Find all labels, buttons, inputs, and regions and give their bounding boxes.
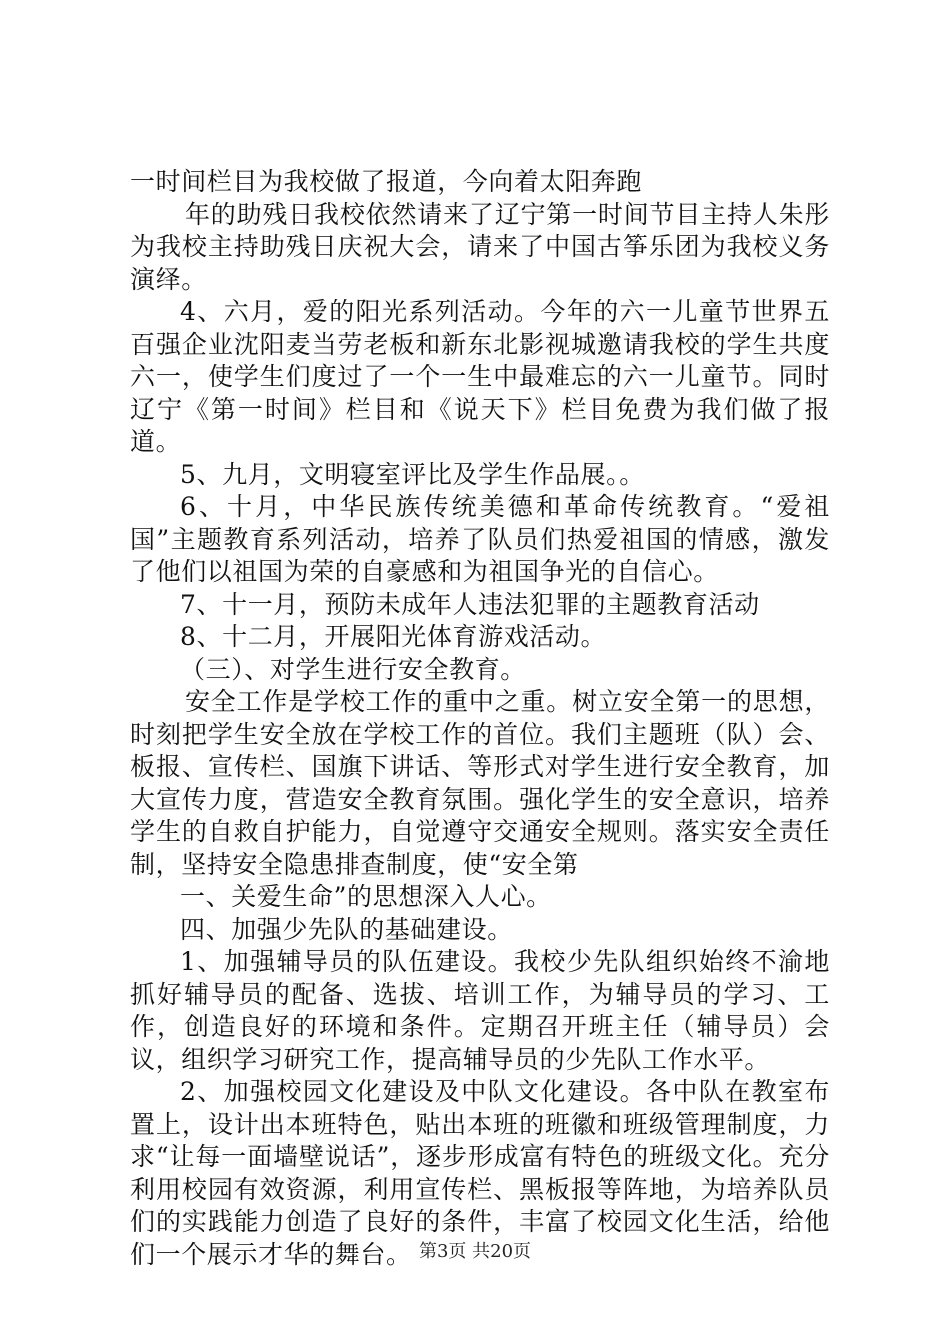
paragraph-7: 8、十二月，开展阳光体育游戏活动。 <box>180 622 607 651</box>
paragraph-5: 6、十月，中华民族传统美德和革命传统教育。“爱祖国”主题教育系列活动，培养了队员们热爱祖国的情感，激发了他们以祖国为荣的自豪感和为祖国争光的自信心。 <box>130 492 830 586</box>
paragraph-1: 一时间栏目为我校做了报道，今向着太阳奔跑 <box>130 167 643 196</box>
document-body <box>130 166 830 1271</box>
paragraph-counselors: 1、加强辅导员的队伍建设。我校少先队组织始终不渝地抓好辅导员的配备、选拔、培训工作，为辅导员的学习、工作，创造良好的环境和条件。定期召开班主任（辅导员）会议，组织学习研究工作，提高辅导员的少先队工作水平。 <box>130 947 830 1074</box>
section-heading-foundation: 四、加强少先队的基础建设。 <box>180 914 513 944</box>
paragraph-safety: 安全工作是学校工作的重中之重。树立安全第一的思想，时刻把学生安全放在学校工作的首位。我们主题班（队）会、板报、宣传栏、国旗下讲话、等形式对学生进行安全教育，加大宣传力度，营造安全教育氛围。强化学生的安全意识，培养学生的自救自护能力，自觉遵守交通安全规则。落实安全责任制，坚持安全隐患排查制度，使“安全第 <box>130 687 830 879</box>
paragraph-3: 4、六月，爱的阳光系列活动。今年的六一儿童节世界五百强企业沈阳麦当劳老板和新东北影视城邀请我校的学生共度六一，使学生们度过了一个一生中最难忘的六一儿童节。同时辽宁《第一时间》栏目和《说天下》栏目免费为我们做了报道。 <box>130 297 830 456</box>
paragraph-2: 年的助残日我校依然请来了辽宁第一时间节目主持人朱彤为我校主持助残日庆祝大会，请来了中国古筝乐团为我校义务演绎。 <box>130 199 830 294</box>
section-heading-safety: （三）、对学生进行安全教育。 <box>180 654 526 684</box>
page-footer <box>0 1240 950 1264</box>
page-indicator: 第3页 共20页 <box>418 1241 532 1262</box>
paragraph-safety-continued: 一、关爱生命”的思想深入人心。 <box>180 882 552 911</box>
paragraph-4: 5、九月，文明寝室评比及学生作品展。。 <box>180 459 645 489</box>
paragraph-6: 7、十一月，预防未成年人违法犯罪的主题教育活动 <box>180 589 760 619</box>
paragraph-campus-culture: 2、加强校园文化建设及中队文化建设。各中队在教室布置上，设计出本班特色，贴出本班的班徽和班级管理制度，力求“让每一面墙壁说话”，逐步形成富有特色的班级文化。充分利用校园有效资源，利用宣传栏、黑板报等阵地，为培养队员们的实践能力创造了良好的条件，丰富了校园文化生活，给他们一个展示才华的舞台。 <box>130 1077 830 1269</box>
